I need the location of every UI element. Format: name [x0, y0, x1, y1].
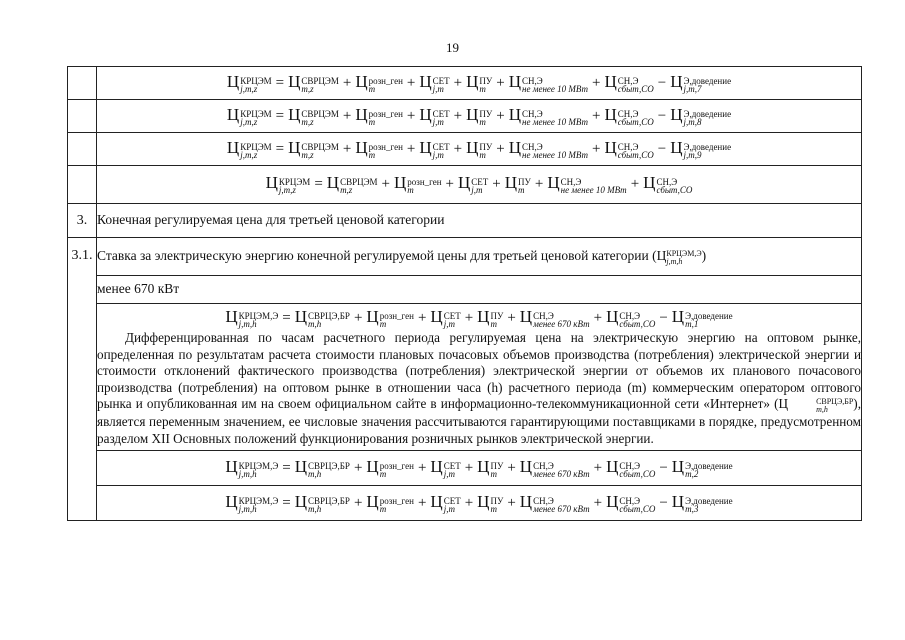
- retail-gen-term: Ц розн_ген m: [394, 173, 442, 195]
- retail-gen-term: Ц розн_ген m: [355, 71, 403, 94]
- section-number: 3.: [68, 204, 97, 238]
- formula-table: [67, 66, 862, 521]
- sales-term: Ц СН,Э сбыт,СО: [604, 104, 654, 127]
- section-title: Ставка за электрическую энергию конечной регулируемой цены для третьей ценовой категории (Ц КРЦЭМ,Э j,m,h ): [97, 238, 862, 276]
- page-number: 19: [446, 40, 459, 55]
- formula-paragraph-row: [68, 304, 862, 451]
- lhs-term: Ц КРЦЭМ j,m,z: [226, 104, 272, 127]
- formula-row-3: [68, 133, 862, 166]
- lhs-term: Ц КРЦЭМ,Э j,m,h: [225, 307, 279, 329]
- section-3-1-row: [68, 238, 862, 276]
- network-term: Ц СЕТ j,m: [458, 173, 489, 195]
- transmission-term: Ц СН,Э не менее 10 МВт: [508, 104, 589, 127]
- network-term: Ц СЕТ j,m: [419, 71, 450, 94]
- sales-term: Ц СН,Э сбыт,СО: [606, 456, 656, 479]
- base-price-term: Ц СВРЦЭ,БР m,h: [294, 491, 350, 514]
- subheading-row: [68, 276, 862, 304]
- formula: Ц КРЦЭМ,Э j,m,h = Ц СВРЦЭ,БР m,h + Ц розн_ген m + Ц СЕТ j,m + Ц ПУ m + Ц СН,Э менее 670 кВт + Ц СН,Э сбыт,СО − Ц Э,доведение m,3: [225, 491, 733, 514]
- formula: Ц КРЦЭМ j,m,z = Ц СВРЦЭМ m,z + Ц розн_ген m + Ц СЕТ j,m + Ц ПУ m + Ц СН,Э не менее 10 МВт + Ц СН,Э сбыт,СО − Ц Э,доведение j,m,7: [226, 71, 732, 94]
- formula-row-5: [68, 451, 862, 486]
- base-price-term: Ц СВРЦЭМ m,z: [288, 137, 339, 160]
- formula: Ц КРЦЭМ,Э j,m,h = Ц СВРЦЭ,БР m,h + Ц розн_ген m + Ц СЕТ j,m + Ц ПУ m + Ц СН,Э менее 670 кВт + Ц СН,Э сбыт,СО − Ц Э,доведение m,2: [225, 456, 733, 479]
- lhs-term: Ц КРЦЭМ j,m,z: [226, 137, 272, 160]
- network-term: Ц СЕТ j,m: [419, 104, 450, 127]
- base-price-term: Ц СВРЦЭ,БР m,h: [294, 307, 350, 329]
- base-price-term: Ц СВРЦЭМ m,z: [288, 71, 339, 94]
- retail-gen-term: Ц розн_ген m: [366, 307, 414, 329]
- pu-term: Ц ПУ m: [504, 173, 531, 195]
- sales-term: Ц СН,Э сбыт,СО: [604, 71, 654, 94]
- base-price-term: Ц СВРЦЭМ m,z: [288, 104, 339, 127]
- sales-term: Ц СН,Э сбыт,СО: [606, 307, 656, 329]
- formula: Ц КРЦЭМ,Э j,m,h = Ц СВРЦЭ,БР m,h + Ц розн_ген m + Ц СЕТ j,m + Ц ПУ m + Ц СН,Э менее 670 кВт + Ц СН,Э сбыт,СО − Ц Э,доведение m,1: [225, 307, 733, 329]
- section-3-row: [68, 204, 862, 238]
- formula-row-2: [68, 100, 862, 133]
- base-price-term: Ц СВРЦЭ,БР m,h: [294, 456, 350, 479]
- formula-row-1: [68, 67, 862, 100]
- transmission-term: Ц СН,Э менее 670 кВт: [519, 491, 590, 514]
- lhs-term: Ц КРЦЭМ j,m,z: [226, 71, 272, 94]
- adjustment-term: Ц Э,доведение j,m,8: [670, 104, 732, 127]
- transmission-term: Ц СН,Э менее 670 кВт: [519, 307, 590, 329]
- sales-term: Ц СН,Э сбыт,СО: [643, 173, 693, 195]
- pu-term: Ц ПУ m: [477, 307, 504, 329]
- pu-term: Ц ПУ m: [466, 71, 493, 94]
- lhs-term: Ц КРЦЭМ,Э j,m,h: [225, 456, 279, 479]
- formula: Ц КРЦЭМ j,m,z = Ц СВРЦЭМ m,z + Ц розн_ген m + Ц СЕТ j,m + Ц ПУ m + Ц СН,Э не менее 10 МВт + Ц СН,Э сбыт,СО − Ц Э,доведение j,m,9: [226, 137, 732, 160]
- retail-gen-term: Ц розн_ген m: [355, 104, 403, 127]
- sales-term: Ц СН,Э сбыт,СО: [606, 491, 656, 514]
- transmission-term: Ц СН,Э менее 670 кВт: [519, 456, 590, 479]
- formula: Ц КРЦЭМ j,m,z = Ц СВРЦЭМ m,z + Ц розн_ген m + Ц СЕТ j,m + Ц ПУ m + Ц СН,Э не менее 10 МВт + Ц СН,Э сбыт,СО − Ц Э,доведение j,m,8: [226, 104, 732, 127]
- retail-gen-term: Ц розн_ген m: [355, 137, 403, 160]
- lhs-term: Ц КРЦЭМ,Э j,m,h: [225, 491, 279, 514]
- base-price-term: Ц СВРЦЭМ m,z: [326, 173, 378, 195]
- pu-term: Ц ПУ m: [477, 456, 504, 479]
- adjustment-term: Ц Э,доведение j,m,9: [670, 137, 732, 160]
- adjustment-term: Ц Э,доведение m,1: [671, 307, 733, 329]
- pu-term: Ц ПУ m: [466, 104, 493, 127]
- inline-symbol: Ц КРЦЭМ,Э j,m,h: [656, 247, 702, 266]
- inline-symbol: Ц СВРЦЭ,БР m,h: [778, 396, 854, 414]
- lhs-term: Ц КРЦЭМ j,m,z: [265, 173, 311, 195]
- pu-term: Ц ПУ m: [477, 491, 504, 514]
- section-title: Конечная регулируемая цена для третьей ценовой категории: [97, 204, 862, 238]
- formula-row-4: [68, 166, 862, 204]
- sales-term: Ц СН,Э сбыт,СО: [604, 137, 654, 160]
- transmission-term: Ц СН,Э не менее 10 МВт: [508, 137, 589, 160]
- retail-gen-term: Ц розн_ген m: [366, 491, 414, 514]
- adjustment-term: Ц Э,доведение m,2: [671, 456, 733, 479]
- transmission-term: Ц СН,Э не менее 10 МВт: [547, 173, 627, 195]
- pu-term: Ц ПУ m: [466, 137, 493, 160]
- transmission-term: Ц СН,Э не менее 10 МВт: [508, 71, 589, 94]
- network-term: Ц СЕТ j,m: [430, 491, 461, 514]
- retail-gen-term: Ц розн_ген m: [366, 456, 414, 479]
- network-term: Ц СЕТ j,m: [430, 307, 461, 329]
- network-term: Ц СЕТ j,m: [419, 137, 450, 160]
- adjustment-term: Ц Э,доведение j,m,7: [670, 71, 732, 94]
- subheading: менее 670 кВт: [97, 276, 862, 304]
- formula-row-6: [68, 486, 862, 521]
- paragraph: Дифференцированная по часам расчетного периода регулируемая цена на электрическую энергию на оптовом рынке, определенная по результатам расчета стоимости плановых почасовых объемов производства (потребления) электрической энергии и стоимости отклонений фактического производства (потребления) электрической энергии от объемов их планового почасового производства (потребления) на оптовом рынке в отношении часа (h) расчетного периода (m) коммерческим оператором оптового рынка и опубликованная им на своем официальном сайте в информационно-телекоммуникационной сети «Интернет» (Ц СВРЦЭ,БР m,h ), является переменным значением, ее числовые значения рассчитываются гарантирующими поставщиками в порядке, предусмотренном разделом XII Основных положений функционирования розничных рынков электрической энергии.: [97, 330, 861, 446]
- network-term: Ц СЕТ j,m: [430, 456, 461, 479]
- adjustment-term: Ц Э,доведение m,3: [671, 491, 733, 514]
- section-number: 3.1.: [68, 238, 97, 521]
- formula: Ц КРЦЭМ j,m,z = Ц СВРЦЭМ m,z + Ц розн_ген m + Ц СЕТ j,m + Ц ПУ m + Ц СН,Э не менее 10 МВт + Ц СН,Э сбыт,СО: [265, 173, 693, 195]
